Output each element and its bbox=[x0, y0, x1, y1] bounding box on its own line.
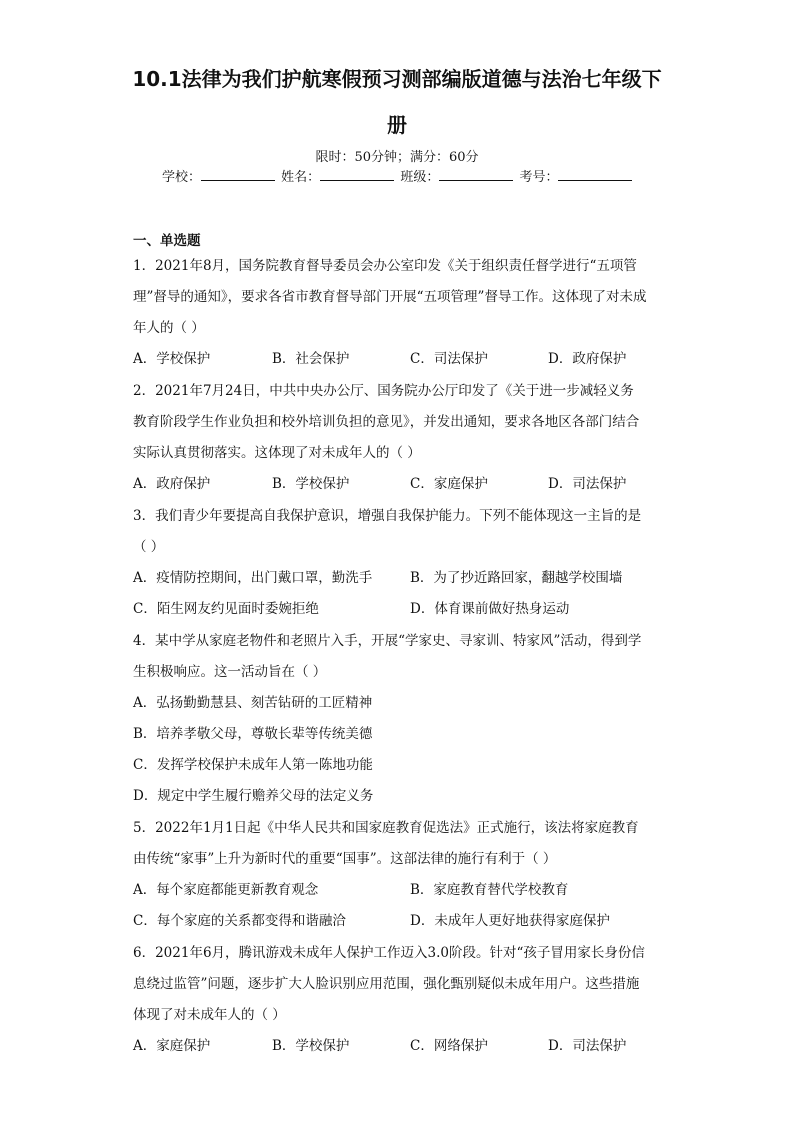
student-info-fields bbox=[162, 166, 634, 185]
question-6-line-1: 6．2021年6月，腾讯游戏未成年人保护工作迈入3.0阶段。针对“孩子冒用家长身份信 bbox=[133, 945, 645, 961]
question-2-option-c[interactable]: C．家庭保护 bbox=[410, 476, 488, 492]
class-blank[interactable] bbox=[439, 168, 513, 181]
question-4-option-b[interactable]: B．培养孝敬父母，尊敬长辈等传统美德 bbox=[133, 726, 373, 742]
question-1-option-d[interactable]: D．政府保护 bbox=[548, 351, 627, 367]
school-blank[interactable] bbox=[201, 168, 275, 181]
question-6-line-2: 息绕过监管”问题，逐步扩大人脸识别应用范围，强化甄别疑似未成年用户。这些措施 bbox=[133, 976, 640, 992]
name-label: 姓名： bbox=[281, 170, 321, 185]
question-3-option-a[interactable]: A．疫情防控期间，出门戴口罩，勤洗手 bbox=[133, 570, 373, 586]
question-5-option-b[interactable]: B．家庭教育替代学校教育 bbox=[410, 882, 569, 898]
question-5-line-1: 5．2022年1月1日起《中华人民共和国家庭教育促选法》正式施行，该法将家庭教育 bbox=[133, 820, 639, 836]
question-4-option-d[interactable]: D．规定中学生履行赡养父母的法定义务 bbox=[133, 788, 374, 804]
question-4-line-1: 4．某中学从家庭老物件和老照片入手，开展“学家史、寻家训、特家风”活动，得到学 bbox=[133, 633, 642, 649]
question-1-line-1: 1．2021年8月，国务院教育督导委员会办公室印发《关于组织责任督学进行“五项管 bbox=[133, 258, 637, 274]
school-label: 学校： bbox=[162, 170, 202, 185]
question-2-option-b[interactable]: B．学校保护 bbox=[272, 476, 350, 492]
exam-title-line-1: 10.1法律为我们护航寒假预习测部编版道德与法治七年级下 bbox=[132, 67, 662, 91]
question-5-option-d[interactable]: D．未成年人更好地获得家庭保护 bbox=[410, 913, 610, 929]
question-1-option-b[interactable]: B．社会保护 bbox=[272, 351, 350, 367]
question-3-option-b[interactable]: B．为了抄近路回家，翻越学校围墙 bbox=[410, 570, 623, 586]
number-label: 考号： bbox=[519, 170, 559, 185]
question-2-option-a[interactable]: A．政府保护 bbox=[133, 476, 211, 492]
exam-title-line-2: 册 bbox=[387, 113, 407, 137]
question-6-option-b[interactable]: B．学校保护 bbox=[272, 1038, 350, 1054]
question-5-line-2: 由传统“家事”上升为新时代的重要“国事”。这部法律的施行有利于（ ） bbox=[133, 851, 557, 867]
question-2-line-3: 实际认真贯彻落实。这体现了对未成年人的（ ） bbox=[133, 445, 421, 461]
question-4-line-2: 生积极响应。这一活动旨在（ ） bbox=[133, 664, 327, 680]
question-3-line-1: 3．我们青少年要提高自我保护意识，增强自我保护能力。下列不能体现这一主旨的是 bbox=[133, 508, 642, 524]
question-2-line-2: 教育阶段学生作业负担和校外培训负担的意见》，并发出通知，要求各地区各部门结合 bbox=[133, 414, 640, 430]
section-heading: 一、单选题 bbox=[133, 233, 201, 249]
question-5-option-c[interactable]: C．每个家庭的关系都变得和谐融洽 bbox=[133, 913, 346, 929]
question-1-line-3: 年人的（ ） bbox=[133, 320, 205, 336]
question-3-option-c[interactable]: C．陌生网友约见面时委婉拒绝 bbox=[133, 601, 319, 617]
question-3-line-2: （ ） bbox=[133, 539, 165, 555]
question-1-line-2: 理”督导的通知》，要求各省市教育督导部门开展“五项管理”督导工作。这体现了对未成 bbox=[133, 289, 647, 305]
number-blank[interactable] bbox=[558, 168, 632, 181]
question-6-option-d[interactable]: D．司法保护 bbox=[548, 1038, 627, 1054]
question-1-option-a[interactable]: A．学校保护 bbox=[133, 351, 211, 367]
class-label: 班级： bbox=[400, 170, 440, 185]
question-4-option-c[interactable]: C．发挥学校保护未成年人第一陈地功能 bbox=[133, 757, 373, 773]
question-2-line-1: 2．2021年7月24日，中共中央办公厅、国务院办公厅印发了《关于进一步减轻义务 bbox=[133, 383, 634, 399]
question-2-option-d[interactable]: D．司法保护 bbox=[548, 476, 627, 492]
name-blank[interactable] bbox=[320, 168, 394, 181]
question-6-line-3: 体现了对未成年人的（ ） bbox=[133, 1007, 286, 1023]
exam-time-score: 限时：50分钟；满分：60分 bbox=[315, 150, 479, 165]
question-5-option-a[interactable]: A．每个家庭都能更新教育观念 bbox=[133, 882, 319, 898]
question-3-option-d[interactable]: D．体育课前做好热身运动 bbox=[410, 601, 570, 617]
question-1-option-c[interactable]: C．司法保护 bbox=[410, 351, 488, 367]
question-6-option-c[interactable]: C．网络保护 bbox=[410, 1038, 488, 1054]
question-4-option-a[interactable]: A．弘扬勤勤慧县、刻苦钻研的工匠精神 bbox=[133, 695, 373, 711]
question-6-option-a[interactable]: A．家庭保护 bbox=[133, 1038, 211, 1054]
